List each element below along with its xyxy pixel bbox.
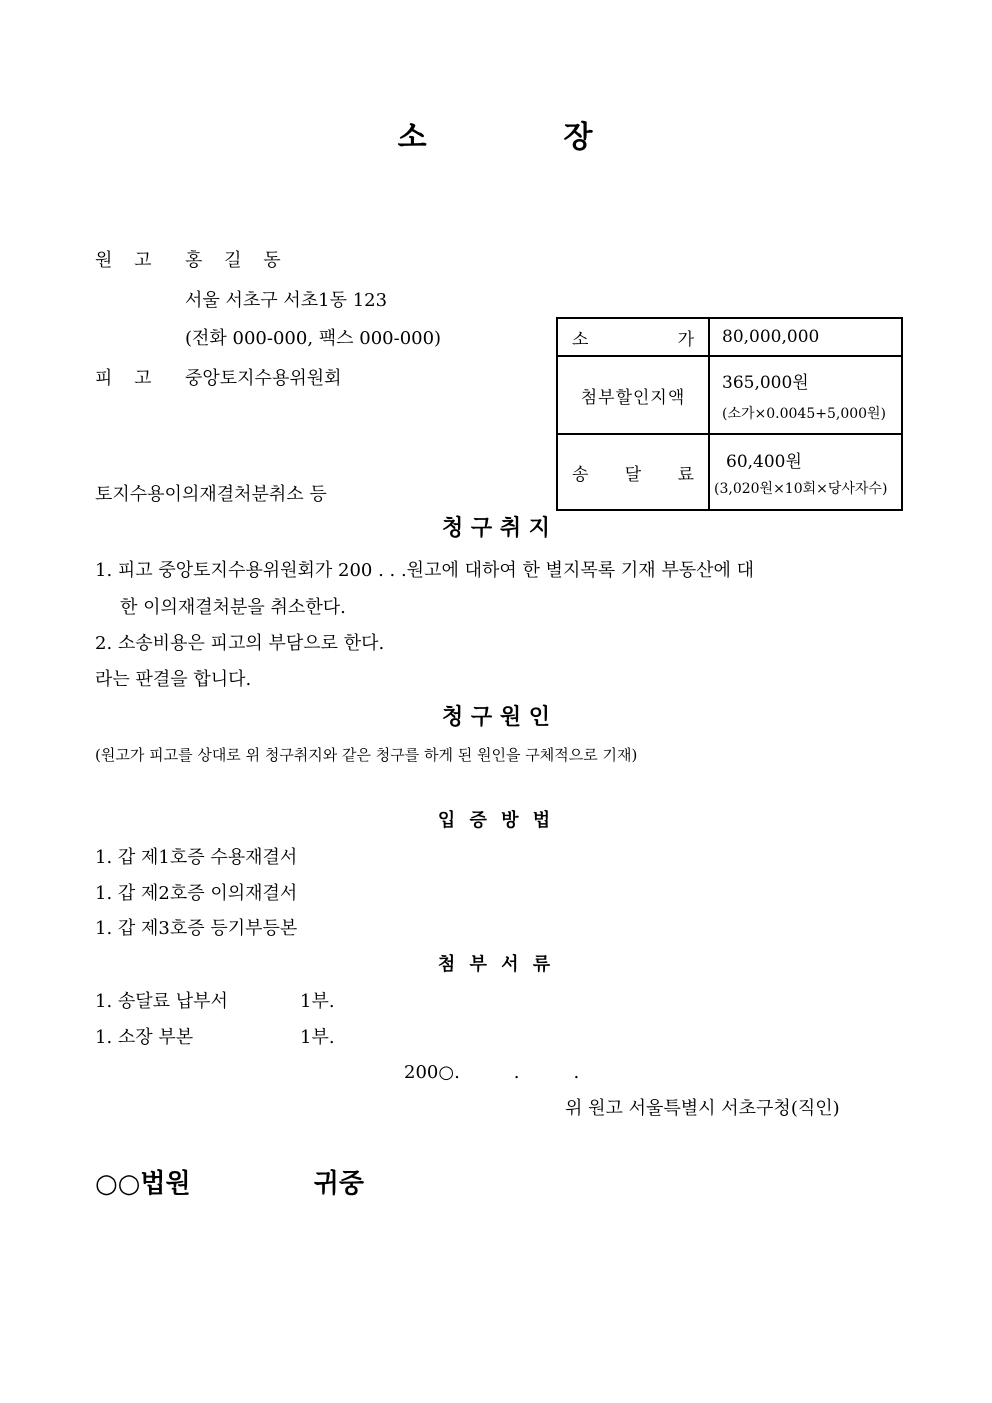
fee-label-part: 료 — [677, 464, 694, 485]
fee-value-cell — [709, 434, 902, 510]
fee-value-cell — [709, 356, 902, 434]
claim-purpose-line: 라는 판결을 합니다. — [95, 669, 252, 690]
plaintiff-contact: (전화 000-000, 팩스 000-000) — [185, 328, 442, 349]
document-title — [0, 112, 992, 156]
attachment-name: 1. 송달료 납부서 — [95, 991, 228, 1012]
defendant-name: 중앙토지수용위원회 — [185, 368, 342, 389]
plaintiff-address: 서울 서초구 서초1동 123 — [185, 290, 388, 311]
fee-label-part: 달 — [624, 464, 642, 485]
fee-value: 80,000,000 — [722, 327, 820, 347]
title-char-2: 장 — [563, 120, 595, 155]
evidence-item: 1. 갑 제1호증 수용재결서 — [95, 847, 298, 868]
attachment-count: 1부. — [300, 991, 335, 1012]
fee-label-cell — [557, 434, 709, 510]
court-suffix: 귀중 — [313, 1169, 364, 1199]
plaintiff-label: 원 고 — [95, 250, 160, 271]
court-name: ○○법원 — [95, 1169, 191, 1199]
signature-line: 위 원고 서울특별시 서초구청(직인) — [565, 1098, 840, 1119]
fee-row-stamp — [557, 356, 902, 434]
case-name: 토지수용이의재결처분취소 등 — [95, 484, 327, 505]
fee-label-part: 가 — [677, 329, 694, 350]
claim-cause-heading: 청 구 원 인 — [442, 704, 550, 730]
fee-row-claim-value — [557, 318, 902, 356]
plaintiff-name: 홍 길 동 — [185, 250, 289, 271]
fee-row-service — [557, 434, 902, 510]
claim-purpose-heading: 청 구 취 지 — [442, 515, 550, 541]
defendant-label: 피 고 — [95, 368, 160, 389]
fee-label-cell — [557, 318, 709, 356]
attachment-count: 1부. — [300, 1027, 335, 1048]
fee-label-part: 첨부할인지액 — [580, 387, 686, 408]
court-addressee — [95, 1163, 364, 1200]
attachments-heading: 첨 부 서 류 — [437, 954, 555, 975]
fee-value: 365,000원 — [722, 372, 809, 393]
fee-label-part: 소 — [572, 329, 589, 350]
fee-note: (3,020원×10회×당사자수) — [714, 480, 888, 497]
claim-purpose-line: 2. 소송비용은 피고의 부담으로 한다. — [95, 633, 385, 654]
evidence-item: 1. 갑 제2호증 이의재결서 — [95, 883, 298, 904]
attachment-name: 1. 소장 부본 — [95, 1027, 194, 1048]
fee-label-part: 송 — [572, 464, 589, 485]
fee-value-cell — [709, 318, 902, 356]
claim-cause-note: (원고가 피고를 상대로 위 청구취지와 같은 청구를 하게 된 원인을 구체적으로 기재) — [95, 746, 638, 764]
fee-table — [556, 317, 903, 511]
evidence-heading: 입 증 방 법 — [437, 810, 555, 831]
claim-purpose-line: 1. 피고 중앙토지수용위원회가 200 . . .원고에 대하여 한 별지목록 기재 부동산에 대 — [95, 560, 754, 581]
fee-value: 60,400원 — [726, 451, 802, 472]
fee-note: (소가×0.0045+5,000원) — [722, 405, 887, 422]
title-char-1: 소 — [397, 120, 429, 155]
evidence-item: 1. 갑 제3호증 등기부등본 — [95, 918, 298, 939]
fee-label-cell — [557, 356, 709, 434]
filing-date: 200○. . . — [404, 1062, 580, 1083]
claim-purpose-line: 한 이의재결처분을 취소한다. — [120, 597, 346, 618]
